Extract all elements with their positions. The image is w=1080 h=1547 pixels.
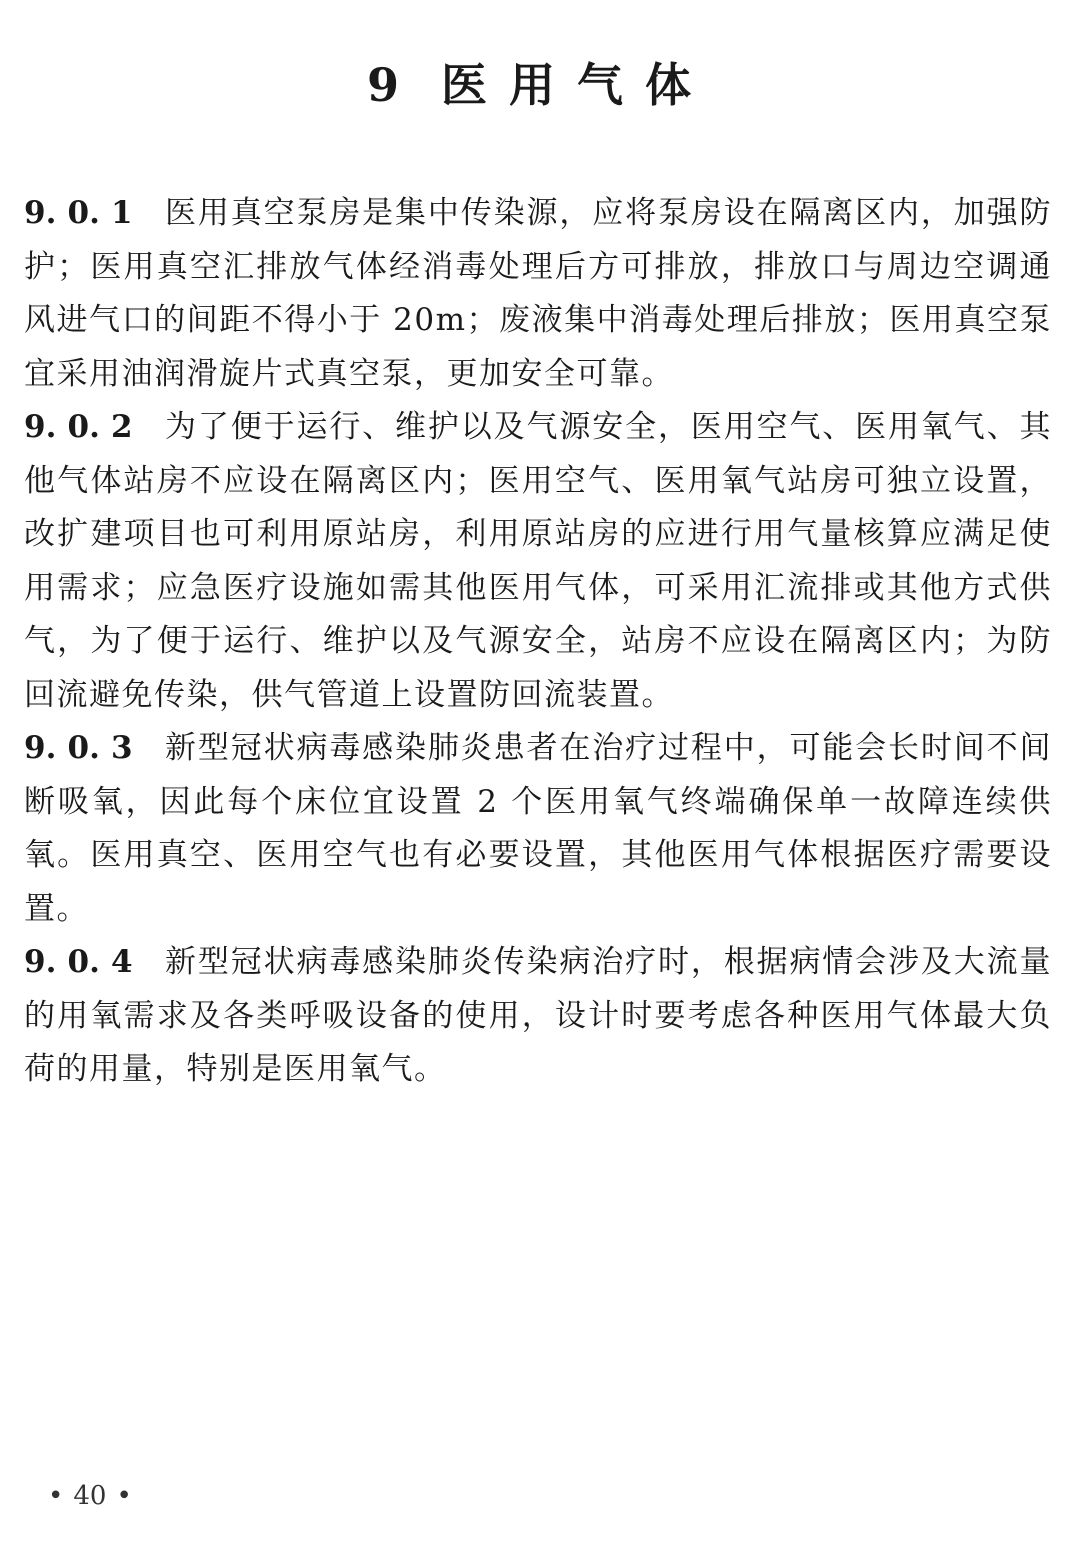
clause-text: 新型冠状病毒感染肺炎传染病治疗时，根据病情会涉及大流量的用氧需求及各类呼吸设备的使用，设计时要考虑各种医用气体最大负荷的用量，特别是医用氧气。 — [24, 944, 1052, 1087]
bullet-right: • — [116, 1481, 132, 1511]
clause-number: 9. 0. 3 — [24, 730, 133, 766]
clause-number: 9. 0. 4 — [24, 944, 133, 980]
bullet-left: • — [48, 1481, 64, 1511]
page-number: 40 — [73, 1481, 107, 1511]
clause-list — [24, 187, 1052, 1097]
clause-9-0-3 — [24, 722, 1052, 936]
clause-9-0-2 — [24, 401, 1052, 722]
chapter-title: 医用气体 — [441, 57, 713, 112]
clause-text: 新型冠状病毒感染肺炎患者在治疗过程中，可能会长时间不间断吸氧，因此每个床位宜设置 2 个医用氧气终端确保单一故障连续供氧。医用真空、医用空气也有必要设置，其他医用气体根据医疗需要设置。 — [24, 730, 1052, 927]
clause-9-0-4 — [24, 936, 1052, 1097]
clause-text: 为了便于运行、维护以及气源安全，医用空气、医用氧气、其他气体站房不应设在隔离区内；医用空气、医用氧气站房可独立设置，改扩建项目也可利用原站房，利用原站房的应进行用气量核算应满足使用需求；应急医疗设施如需其他医用气体，可采用汇流排或其他方式供气，为了便于运行、维护以及气源安全，站房不应设在隔离区内；为防回流避免传染，供气管道上设置防回流装置。 — [24, 409, 1052, 713]
clause-text: 医用真空泵房是集中传染源，应将泵房设在隔离区内，加强防护；医用真空汇排放气体经消毒处理后方可排放，排放口与周边空调通风进气口的间距不得小于 20m；废液集中消毒处理后排放；医用真空泵宜采用油润滑旋片式真空泵，更加安全可靠。 — [24, 195, 1052, 392]
chapter-heading — [0, 53, 1080, 117]
clause-9-0-1 — [24, 187, 1052, 401]
chapter-number: 9 — [366, 57, 401, 112]
page-footer — [38, 1478, 142, 1514]
clause-number: 9. 0. 1 — [24, 195, 133, 231]
clause-number: 9. 0. 2 — [24, 409, 133, 445]
